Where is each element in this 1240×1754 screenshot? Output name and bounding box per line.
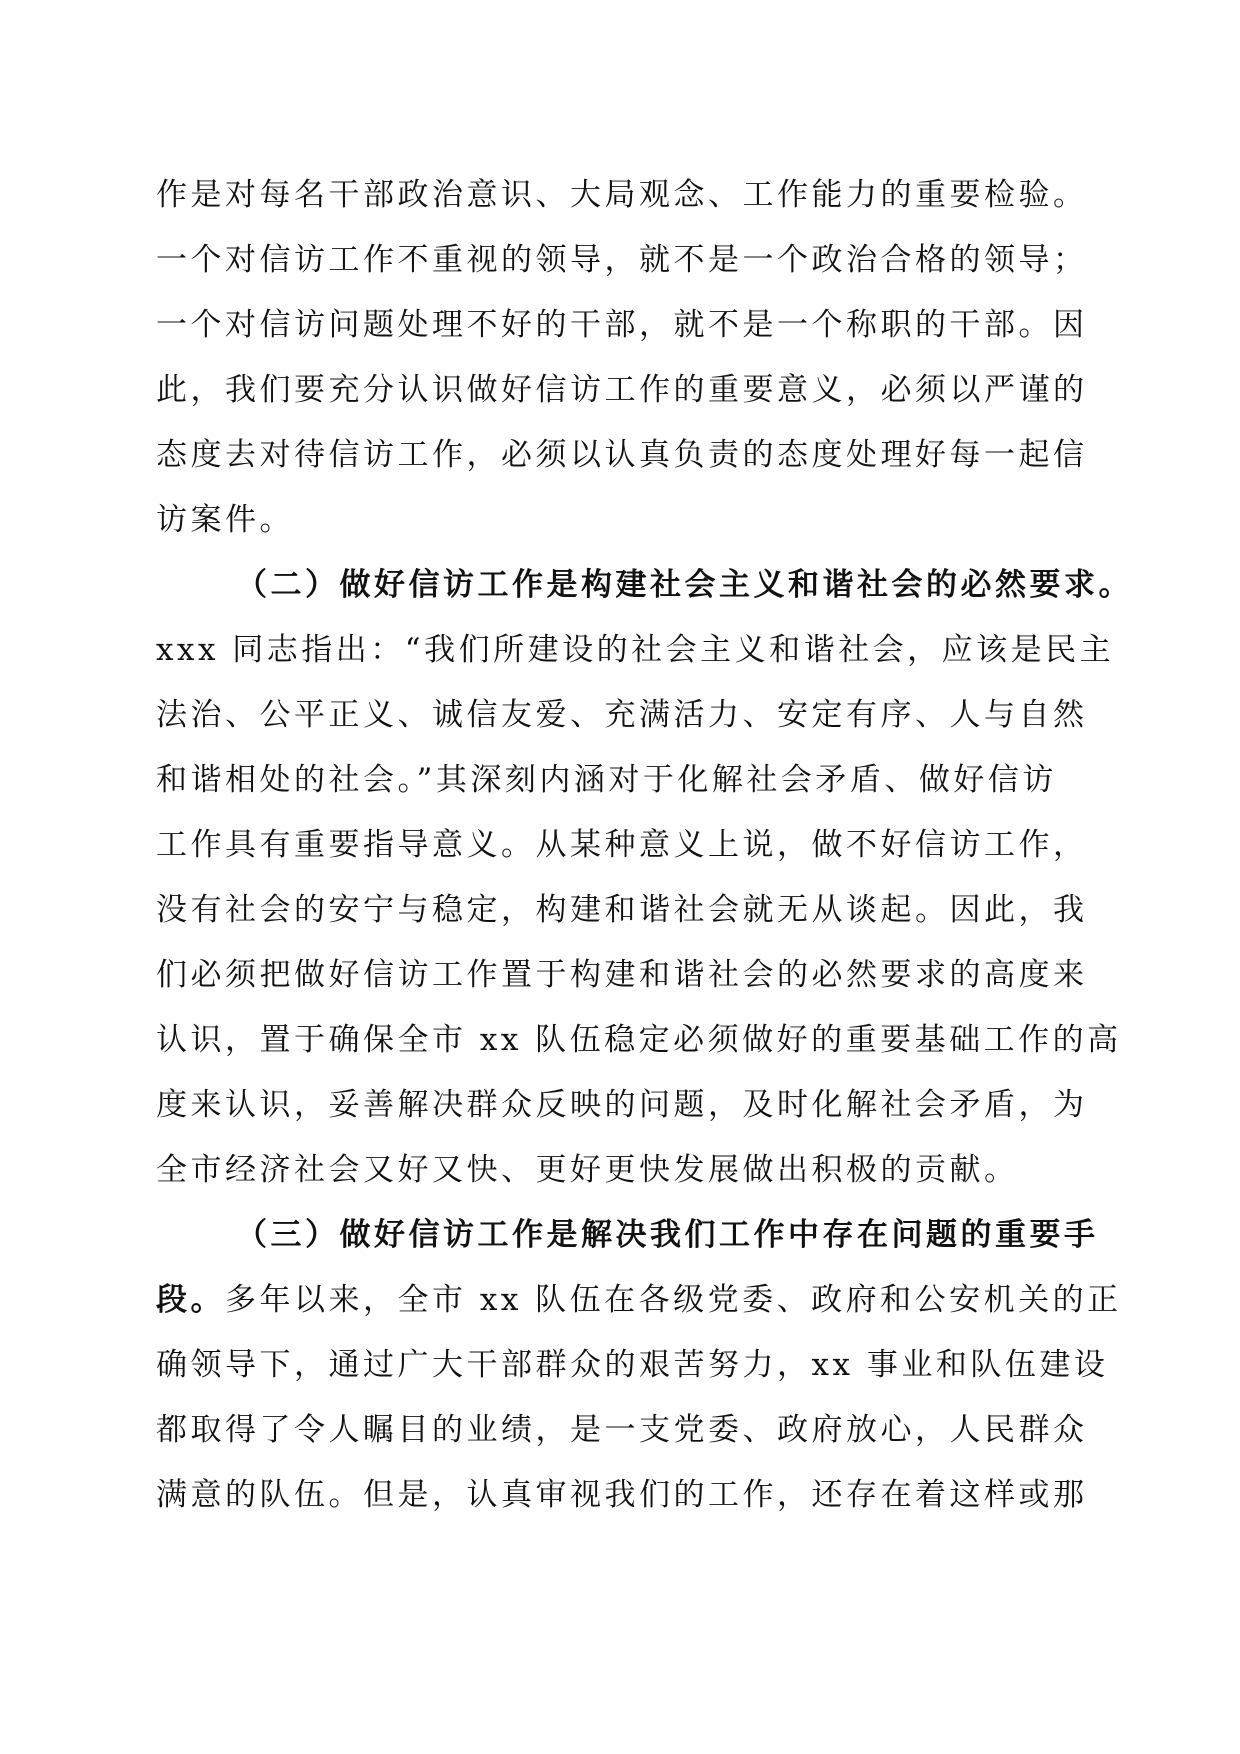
text-line: 工作具有重要指导意义。从某种意义上说，做不好信访工作， [156, 827, 1088, 863]
section-heading-3: （三）做好信访工作是解决我们工作中存在问题的重要手 [236, 1217, 1099, 1253]
text-line: 法治、公平正义、诚信友爱、充满活力、安定有序、人与自然 [156, 697, 1088, 733]
text-line: 访案件。 [156, 502, 294, 538]
text-line: 们必须把做好信访工作置于构建和谐社会的必然要求的高度来 [156, 957, 1088, 993]
text-line: 都取得了令人瞩目的业绩，是一支党委、政府放心，人民群众 [156, 1412, 1088, 1448]
paragraph-3 [156, 1203, 1122, 1528]
text-line: 作是对每名干部政治意识、大局观念、工作能力的重要检验。 [156, 177, 1088, 213]
section-heading-3-end: 段。 [156, 1282, 225, 1318]
text-line: 度来认识，妥善解决群众反映的问题，及时化解社会矛盾，为 [156, 1087, 1088, 1123]
text-line: 态度去对待信访工作，必须以认真负责的态度处理好每一起信 [156, 437, 1088, 473]
text-line: 认识，置于确保全市 xx 队伍稳定必须做好的重要基础工作的高 [156, 1022, 1122, 1058]
text-line [156, 1268, 1122, 1333]
paragraph-2 [156, 553, 1133, 1203]
text-line: 全市经济社会又好又快、更好更快发展做出积极的贡献。 [156, 1152, 1019, 1188]
text-line: 和谐相处的社会。”其深刻内涵对于化解社会矛盾、做好信访 [156, 762, 1057, 798]
text-line: 此，我们要充分认识做好信访工作的重要意义，必须以严谨的 [156, 372, 1088, 408]
text-line: xxx 同志指出：“我们所建设的社会主义和谐社会，应该是民主 [156, 632, 1115, 668]
section-heading-2: （二）做好信访工作是构建社会主义和谐社会的必然要求。 [236, 567, 1133, 603]
text-line: 没有社会的安宁与稳定，构建和谐社会就无从谈起。因此，我 [156, 892, 1088, 928]
text-line: 确领导下，通过广大干部群众的艰苦努力，xx 事业和队伍建设 [156, 1347, 1109, 1383]
text-line-rest: 多年以来，全市 xx 队伍在各级党委、政府和公安机关的正 [225, 1282, 1122, 1318]
text-line: 满意的队伍。但是，认真审视我们的工作，还存在着这样或那 [156, 1477, 1088, 1513]
text-line: 一个对信访工作不重视的领导，就不是一个政治合格的领导； [156, 242, 1088, 278]
text-line: 一个对信访问题处理不好的干部，就不是一个称职的干部。因 [156, 307, 1088, 343]
document-page [156, 163, 1133, 1528]
paragraph-1 [156, 163, 1086, 553]
